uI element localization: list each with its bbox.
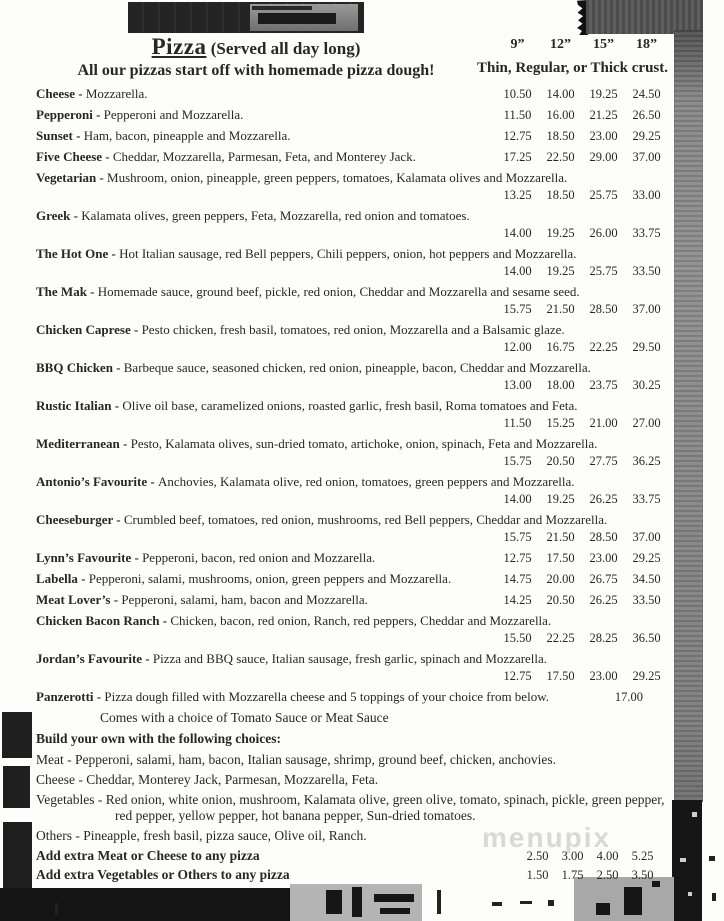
item-name: The Mak - — [36, 284, 98, 299]
price-line — [36, 187, 668, 203]
price-cell: 19.25 — [546, 492, 575, 506]
price-line — [36, 668, 668, 684]
price-row — [496, 630, 668, 646]
price-cell: 2.50 — [526, 849, 549, 863]
price-cell: 21.50 — [546, 302, 575, 316]
price-cell: 19.25 — [589, 87, 618, 101]
price-cell: 11.50 — [503, 108, 532, 122]
scan-artifact-left-blob — [3, 766, 30, 808]
item-name: Jordan’s Favourite - — [36, 651, 153, 666]
item-line — [36, 322, 668, 338]
price-cell: 23.00 — [589, 551, 618, 565]
item-name: Sunset - — [36, 128, 84, 143]
price-cell: 12.00 — [503, 340, 532, 354]
price-cell: 16.00 — [546, 108, 575, 122]
price-cell: 21.25 — [589, 108, 618, 122]
price-cell: 15.75 — [503, 530, 532, 544]
menu-item-row — [36, 246, 668, 279]
price-cell: 29.50 — [632, 340, 661, 354]
scan-artifact-bottom-black-band — [0, 888, 296, 921]
price-row — [496, 86, 668, 102]
item-line — [36, 284, 668, 300]
price-cell: 13.25 — [503, 188, 532, 202]
size-column-headers — [496, 37, 668, 53]
item-line — [36, 208, 668, 224]
price-row — [496, 107, 668, 123]
menu-content — [36, 34, 668, 886]
menu-item-row — [36, 322, 668, 355]
price-row — [496, 571, 668, 587]
page-title: Pizza — [151, 34, 207, 59]
item-line — [36, 651, 668, 667]
scan-artifact-speck — [712, 893, 716, 901]
item-name: Chicken Bacon Ranch - — [36, 613, 171, 628]
scan-artifact-speck — [55, 903, 58, 915]
price-cell: 14.75 — [503, 572, 532, 586]
item-name: The Hot One - — [36, 246, 120, 261]
menu-item-row — [36, 107, 668, 123]
price-cell: 23.75 — [589, 378, 618, 392]
menu-item-row — [36, 474, 668, 507]
price-row — [496, 128, 668, 144]
price-row — [496, 415, 668, 431]
menu-item-row — [36, 436, 668, 469]
item-name: Lynn’s Favourite - — [36, 550, 143, 565]
menu-header-left — [36, 34, 476, 80]
price-cell: 26.75 — [589, 572, 618, 586]
build-option-line — [36, 772, 668, 788]
price-cell: 1.50 — [526, 868, 549, 882]
price-row — [520, 848, 660, 864]
build-option-desc: Pineapple, fresh basil, pizza sauce, Olive oil, Ranch. — [83, 828, 367, 843]
scan-artifact-left-blob — [2, 712, 32, 758]
size-header: 9” — [510, 37, 525, 52]
item-name: Mediterranean - — [36, 436, 131, 451]
item-description: Cheddar, Mozzarella, Parmesan, Feta, and Monterey Jack. — [112, 149, 416, 164]
price-cell: 15.75 — [503, 454, 532, 468]
price-cell: 4.00 — [596, 849, 619, 863]
price-cell: 14.00 — [503, 226, 532, 240]
item-description: Homemade sauce, ground beef, pickle, red onion, Cheddar and Mozzarella and sesame seed. — [97, 284, 580, 299]
price-cell: 29.25 — [632, 669, 661, 683]
item-description: Kalamata olives, green peppers, Feta, Mozzarella, red onion and tomatoes. — [81, 208, 470, 223]
price-row — [496, 225, 668, 241]
price-cell: 17.50 — [546, 551, 575, 565]
item-description: Pepperoni, salami, ham, bacon and Mozzarella. — [121, 592, 368, 607]
menu-item-row — [36, 592, 668, 608]
build-option-label: Vegetables - — [36, 792, 106, 807]
price-cell: 1.75 — [561, 868, 584, 882]
price-row — [496, 377, 668, 393]
item-name: Vegetarian - — [36, 170, 108, 185]
item-name: Labella - — [36, 571, 89, 586]
price-cell: 26.25 — [589, 593, 618, 607]
build-option-label: Cheese - — [36, 772, 87, 787]
price-cell: 33.75 — [632, 226, 661, 240]
price-row — [520, 867, 660, 883]
scan-artifact-right-black-band — [672, 800, 702, 921]
menu-item-row — [36, 149, 668, 165]
price-single: 17.00 — [614, 690, 643, 704]
price-cell: 33.50 — [632, 593, 661, 607]
item-name: Cheese - — [36, 86, 86, 101]
menu-item-row — [36, 284, 668, 317]
price-cell: 18.00 — [546, 378, 575, 392]
price-cell: 18.50 — [546, 188, 575, 202]
price-row — [496, 339, 668, 355]
item-name: Chicken Caprese - — [36, 322, 142, 337]
price-cell: 20.50 — [546, 593, 575, 607]
extra-row — [36, 848, 668, 864]
price-line — [36, 491, 668, 507]
price-row — [496, 529, 668, 545]
scan-artifact-left-blob — [3, 822, 32, 888]
price-row — [496, 491, 668, 507]
menu-item-row — [36, 550, 668, 566]
scan-artifact-photo-fragment — [250, 4, 358, 31]
item-description: Pizza dough filled with Mozzarella cheese and 5 toppings of your choice from below. — [104, 689, 549, 704]
build-option-desc: Cheddar, Monterey Jack, Parmesan, Mozzarella, Feta. — [86, 772, 379, 787]
menu-item-row — [36, 512, 668, 545]
item-description: Chicken, bacon, red onion, Ranch, red peppers, Cheddar and Mozzarella. — [170, 613, 552, 628]
item-description: Pizza and BBQ sauce, Italian sausage, fresh garlic, spinach and Mozzarella. — [152, 651, 548, 666]
price-cell: 10.50 — [503, 87, 532, 101]
price-cell: 23.00 — [589, 669, 618, 683]
price-cell: 29.00 — [589, 150, 618, 164]
price-cell: 37.00 — [632, 302, 661, 316]
price-cell: 12.75 — [503, 551, 532, 565]
scan-artifact-right-gray-band — [674, 30, 703, 802]
price-cell: 25.75 — [589, 264, 618, 278]
menu-item-list — [36, 86, 668, 705]
price-cell: 24.50 — [632, 87, 661, 101]
price-cell: 23.00 — [589, 129, 618, 143]
price-cell: 3.00 — [561, 849, 584, 863]
price-row — [496, 301, 668, 317]
menu-item-row — [36, 208, 668, 241]
item-name: Pepperoni - — [36, 107, 104, 122]
price-line — [36, 377, 668, 393]
scan-artifact-speck — [437, 890, 441, 914]
price-cell: 14.25 — [503, 593, 532, 607]
item-name: Greek - — [36, 208, 82, 223]
price-cell: 15.75 — [503, 302, 532, 316]
extra-label: Add extra Vegetables or Others to any pizza — [36, 867, 290, 882]
item-line — [36, 246, 668, 262]
price-cell: 29.25 — [632, 129, 661, 143]
menu-item-row — [36, 571, 668, 587]
price-cell: 22.25 — [546, 631, 575, 645]
menupix-watermark: menupix — [482, 822, 612, 853]
scan-artifact-speck — [492, 902, 502, 906]
build-option-desc: Red onion, white onion, mushroom, Kalamata olive, green olive, tomato, spinach, pickle, green pepper, red pepper, yellow pepper, hot banana pepper, Sun-dried tomatoes. — [105, 792, 665, 823]
item-description: Crumbled beef, tomatoes, red onion, mushrooms, red Bell peppers, Cheddar and Mozzarella. — [123, 512, 608, 527]
price-cell: 14.00 — [546, 87, 575, 101]
price-cell: 30.25 — [632, 378, 661, 392]
size-header: 15” — [593, 37, 614, 52]
extras-list — [36, 848, 668, 883]
build-option-label: Others - — [36, 828, 84, 843]
item-description: Pepperoni, bacon, red onion and Mozzarella. — [142, 550, 376, 565]
price-cell: 36.25 — [632, 454, 661, 468]
extra-label: Add extra Meat or Cheese to any pizza — [36, 848, 260, 863]
price-cell: 16.75 — [546, 340, 575, 354]
price-cell: 19.25 — [546, 264, 575, 278]
price-row — [496, 668, 668, 684]
scan-artifact-speck — [709, 856, 715, 861]
price-cell: 26.00 — [589, 226, 618, 240]
size-header: 12” — [550, 37, 571, 52]
price-cell: 17.50 — [546, 669, 575, 683]
price-cell: 37.00 — [632, 150, 661, 164]
price-cell: 17.25 — [503, 150, 532, 164]
price-row — [496, 149, 668, 165]
build-option-list — [36, 752, 668, 844]
price-cell: 25.75 — [589, 188, 618, 202]
item-line — [36, 512, 668, 528]
price-cell: 15.50 — [503, 631, 532, 645]
scan-artifact-top-right-band — [586, 0, 703, 34]
menu-subtitle: All our pizzas start off with homemade pizza dough! — [77, 62, 435, 79]
menu-item-row — [36, 360, 668, 393]
price-cell: 37.00 — [632, 530, 661, 544]
price-cell: 33.00 — [632, 188, 661, 202]
item-name: Cheeseburger - — [36, 512, 124, 527]
price-cell: 19.25 — [546, 226, 575, 240]
panzerotti-note: Comes with a choice of Tomato Sauce or Meat Sauce — [100, 710, 389, 725]
item-name: Rustic Italian - — [36, 398, 123, 413]
price-cell: 36.50 — [632, 631, 661, 645]
item-name: Five Cheese - — [36, 149, 113, 164]
build-option-line — [36, 792, 668, 824]
price-cell: 26.50 — [632, 108, 661, 122]
menu-item-row — [36, 86, 668, 102]
price-cell: 12.75 — [503, 669, 532, 683]
price-row — [496, 592, 668, 608]
item-description: Anchovies, Kalamata olive, red onion, tomatoes, green peppers and Mozzarella. — [157, 474, 575, 489]
price-cell: 15.25 — [546, 416, 575, 430]
item-line — [36, 170, 668, 186]
price-cell: 27.75 — [589, 454, 618, 468]
price-line — [36, 529, 668, 545]
menu-header — [36, 34, 668, 80]
build-option-line — [36, 752, 668, 768]
scan-artifact-speck — [520, 901, 532, 904]
item-name: Antonio’s Favourite - — [36, 474, 158, 489]
menu-item-row — [36, 613, 668, 646]
price-cell: 14.00 — [503, 492, 532, 506]
price-cell: 28.50 — [589, 530, 618, 544]
price-cell: 5.25 — [631, 849, 654, 863]
price-cell: 22.50 — [546, 150, 575, 164]
item-description: Pesto, Kalamata olives, sun-dried tomato, artichoke, onion, spinach, Feta and Mozzarella. — [130, 436, 598, 451]
build-option-line — [36, 828, 668, 844]
menu-item-row — [36, 128, 668, 144]
item-line — [36, 689, 668, 705]
crust-note: Thin, Regular, or Thick crust. — [476, 60, 668, 76]
price-cell: 21.50 — [546, 530, 575, 544]
item-line — [36, 474, 668, 490]
item-description: Hot Italian sausage, red Bell peppers, Chili peppers, onion, hot peppers and Mozzarella. — [119, 246, 577, 261]
scan-artifact-bottom-gray-patch — [290, 884, 422, 921]
price-cell: 3.50 — [631, 868, 654, 882]
item-description: Mushroom, onion, pineapple, green peppers, tomatoes, Kalamata olives and Mozzarella. — [107, 170, 568, 185]
item-description: Ham, bacon, pineapple and Mozzarella. — [83, 128, 291, 143]
item-name: Meat Lover’s - — [36, 592, 122, 607]
item-description: Olive oil base, caramelized onions, roasted garlic, fresh basil, Roma tomatoes and Feta. — [122, 398, 578, 413]
price-line — [36, 263, 668, 279]
menu-item-row — [36, 651, 668, 684]
extra-row — [36, 867, 668, 883]
price-cell: 18.50 — [546, 129, 575, 143]
price-line — [36, 453, 668, 469]
item-description: Mozzarella. — [85, 86, 148, 101]
price-cell: 22.25 — [589, 340, 618, 354]
scan-artifact-top-bar — [128, 2, 364, 33]
item-description: Pepperoni, salami, mushrooms, onion, green peppers and Mozzarella. — [88, 571, 452, 586]
price-cell: 13.00 — [503, 378, 532, 392]
price-line — [36, 225, 668, 241]
item-line — [36, 360, 668, 376]
menu-item-row — [36, 170, 668, 203]
price-row — [496, 263, 668, 279]
item-description: Barbeque sauce, seasoned chicken, red onion, pineapple, bacon, Cheddar and Mozzarella. — [123, 360, 591, 375]
price-cell: 26.25 — [589, 492, 618, 506]
item-line — [36, 436, 668, 452]
menu-item-row — [36, 689, 668, 705]
price-cell: 27.00 — [632, 416, 661, 430]
price-line — [36, 339, 668, 355]
item-name: Panzerotti - — [36, 689, 105, 704]
price-line — [36, 301, 668, 317]
price-cell: 12.75 — [503, 129, 532, 143]
price-cell: 33.50 — [632, 264, 661, 278]
price-cell: 14.00 — [503, 264, 532, 278]
price-cell: 20.50 — [546, 454, 575, 468]
price-cell: 34.50 — [632, 572, 661, 586]
item-description: Pesto chicken, fresh basil, tomatoes, red onion, Mozzarella and a Balsamic glaze. — [141, 322, 565, 337]
item-description: Pepperoni and Mozzarella. — [103, 107, 244, 122]
build-option-label: Meat - — [36, 752, 75, 767]
price-cell: 28.25 — [589, 631, 618, 645]
item-line — [36, 613, 668, 629]
title-note: (Served all day long) — [210, 39, 361, 58]
price-cell: 33.75 — [632, 492, 661, 506]
price-cell: 2.50 — [596, 868, 619, 882]
size-header: 18” — [636, 37, 657, 52]
item-line — [36, 398, 668, 414]
price-cell: 11.50 — [503, 416, 532, 430]
build-your-own-heading: Build your own with the following choices: — [36, 731, 282, 746]
price-line — [36, 630, 668, 646]
price-cell: 29.25 — [632, 551, 661, 565]
scan-artifact-speck — [548, 900, 554, 906]
menu-title-line — [36, 34, 476, 60]
build-option-desc: Pepperoni, salami, ham, bacon, Italian sausage, shrimp, ground beef, chicken, anchovies. — [74, 752, 556, 767]
price-line — [36, 415, 668, 431]
menu-header-right — [476, 34, 668, 80]
price-cell: 21.00 — [589, 416, 618, 430]
menu-item-row — [36, 398, 668, 431]
item-name: BBQ Chicken - — [36, 360, 124, 375]
price-cell: 28.50 — [589, 302, 618, 316]
price-row — [496, 550, 668, 566]
price-row — [496, 453, 668, 469]
price-row — [496, 187, 668, 203]
price-cell: 20.00 — [546, 572, 575, 586]
